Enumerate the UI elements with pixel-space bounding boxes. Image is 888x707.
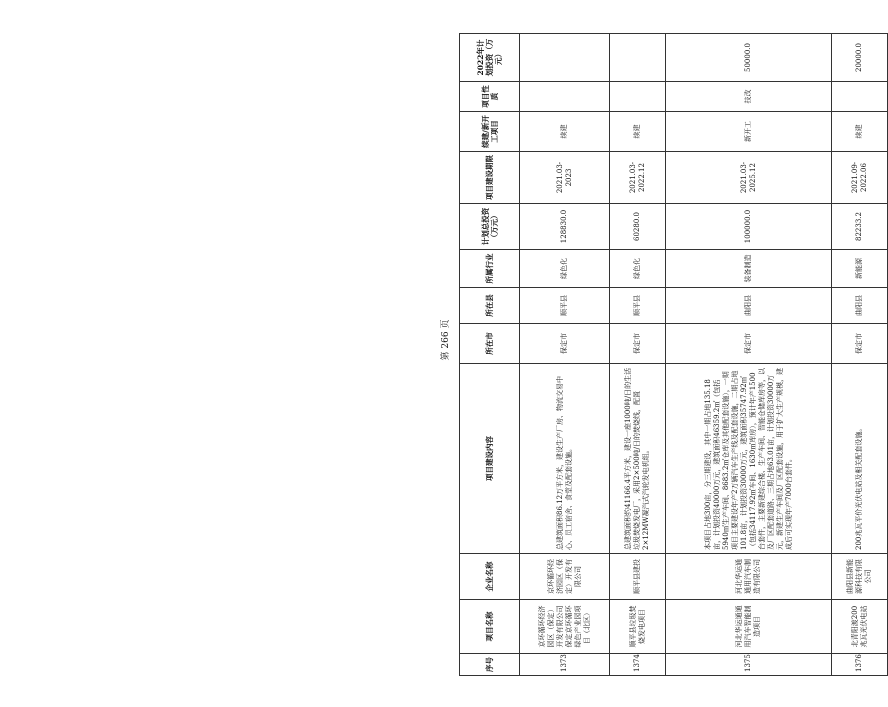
header-total-investment: 计划总投资（万元） — [460, 204, 520, 250]
header-city: 所在市 — [460, 324, 520, 364]
cell-investment-2022 — [610, 34, 666, 82]
table-row — [832, 34, 888, 676]
project-table — [459, 33, 888, 676]
cell-project-name: 河北华运通通用汽车智能制造项目 — [666, 600, 832, 654]
cell-project-name: 顺平县垃圾焚烧发电项目 — [610, 600, 666, 654]
header-row — [460, 34, 520, 676]
header-industry: 所属行业 — [460, 250, 520, 288]
cell-county: 顺平县 — [610, 288, 666, 324]
cell-status: 续建 — [520, 112, 610, 152]
cell-period: 2021.03-2023 — [520, 152, 610, 204]
rotated-page — [459, 34, 887, 676]
table-row — [610, 34, 666, 676]
header-investment-2022: 2022年计划投资（万元） — [460, 34, 520, 82]
cell-industry: 新能源 — [832, 250, 888, 288]
cell-nature — [520, 82, 610, 112]
cell-project-name: 京环循环经济园区（保定）开发有限公司保定京环循环绿色产业园项目（北区） — [520, 600, 610, 654]
cell-nature — [610, 82, 666, 112]
cell-city: 保定市 — [610, 324, 666, 364]
header-company: 企业名称 — [460, 554, 520, 600]
cell-seq: 1373 — [520, 654, 610, 676]
header-project-name: 项目名称 — [460, 600, 520, 654]
cell-investment-2022: 20000.0 — [832, 34, 888, 82]
cell-seq: 1374 — [610, 654, 666, 676]
header-nature: 项目性质 — [460, 82, 520, 112]
cell-period: 2021.03-2022.12 — [610, 152, 666, 204]
cell-content: 总建筑面积约41166.4平方米，建设一座1000吨/日的生活垃圾焚烧发电厂，采用2×500吨/日的焚烧线，配置2×12MW凝汽式汽轮发电机组。 — [610, 364, 666, 554]
cell-total-investment: 82233.2 — [832, 204, 888, 250]
cell-status: 续建 — [832, 112, 888, 152]
header-county: 所在县 — [460, 288, 520, 324]
cell-city: 保定市 — [520, 324, 610, 364]
cell-city: 保定市 — [666, 324, 832, 364]
table-row — [666, 34, 832, 676]
cell-content: 本项目占地300亩，分三期建设，其中一期占地135.18亩，计划投资40000万元，建筑面积46359.2㎡（包括5940㎡生产车间、8683.2㎡仓库及其他配套设施），一期项目主要建设年产2万辆汽车生产线及配套设施，二期占地101.8亩，计划投资30000万元，建筑面积35747.92㎡（包括34117.92㎡车间、1630㎡库房），预计年产1500台套件，主要新建综合楼、生产车间、智能仓储库房等，以及厂区配套道路、三期占地63.01亩，计划投资30000万元，新建生产车间及厂区配套设施，用于扩大生产规模，建成后可实现年产7000台套件。 — [666, 364, 832, 554]
cell-content: 总建筑面积86.12万平方米，建设生产厂房、物流交易中心、员工宿舍、食堂及配套设施。 — [520, 364, 610, 554]
cell-project-name: 北青阳渡200兆瓦光伏电站 — [832, 600, 888, 654]
header-status: 续建/新开工项目 — [460, 112, 520, 152]
cell-seq: 1375 — [666, 654, 832, 676]
cell-period: 2021.03-2025.12 — [666, 152, 832, 204]
cell-seq: 1376 — [832, 654, 888, 676]
cell-city: 保定市 — [832, 324, 888, 364]
header-content: 项目建设内容 — [460, 364, 520, 554]
cell-content: 200兆瓦平价光伏电站及相关配套设施。 — [832, 364, 888, 554]
table-row — [520, 34, 610, 676]
cell-investment-2022 — [520, 34, 610, 82]
cell-industry: 绿色化 — [610, 250, 666, 288]
cell-county: 曲阳县 — [666, 288, 832, 324]
cell-company: 京环循环经济园区（保定）开发有限公司 — [520, 554, 610, 600]
cell-total-investment: 100000.0 — [666, 204, 832, 250]
cell-industry: 装备制造 — [666, 250, 832, 288]
cell-company: 顺平县建投 — [610, 554, 666, 600]
header-seq: 序号 — [460, 654, 520, 676]
cell-nature — [832, 82, 888, 112]
cell-investment-2022: 50000.0 — [666, 34, 832, 82]
cell-county: 顺平县 — [520, 288, 610, 324]
cell-period: 2021.09-2022.06 — [832, 152, 888, 204]
header-period: 项目建设期限 — [460, 152, 520, 204]
cell-status: 新开工 — [666, 112, 832, 152]
page-number: 第 266 页 — [441, 319, 451, 361]
cell-nature: 技改 — [666, 82, 832, 112]
cell-status: 续建 — [610, 112, 666, 152]
cell-company: 河北华运通通用汽车制造有限公司 — [666, 554, 832, 600]
cell-total-investment: 60280.0 — [610, 204, 666, 250]
cell-company: 曲阳县新能源科技有限公司 — [832, 554, 888, 600]
cell-county: 曲阳县 — [832, 288, 888, 324]
cell-total-investment: 128830.0 — [520, 204, 610, 250]
cell-industry: 绿色化 — [520, 250, 610, 288]
